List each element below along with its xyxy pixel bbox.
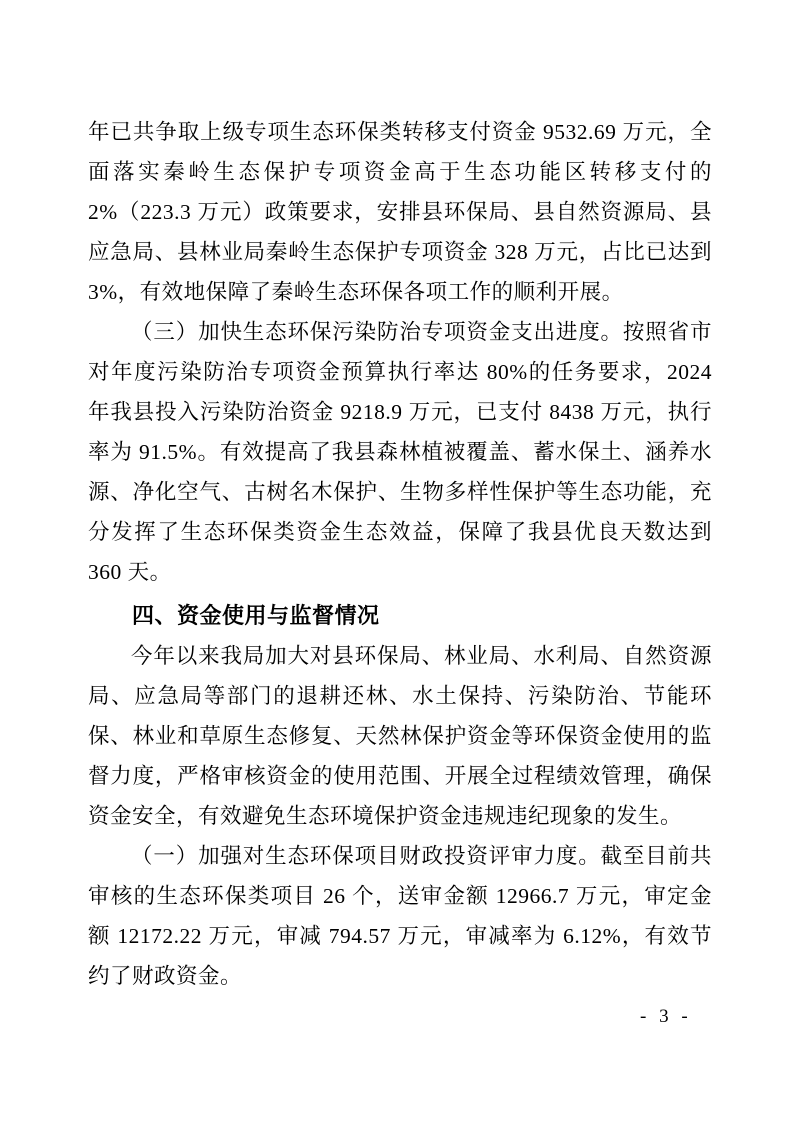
paragraph-item-one: （一）加强对生态环保项目财政投资评审力度。截至目前共审核的生态环保类项目 26 个，送审金额 12966.7 万元，审定金额 12172.22 万元，审减 794.57 万元，审减率为 6.12%，有效节约了财政资金。: [88, 844, 712, 988]
page-number: - 3 -: [640, 1006, 692, 1027]
paragraph-continuation: 年已共争取上级专项生态环保类转移支付资金 9532.69 万元，全面落实秦岭生态保护专项资金高于生态功能区转移支付的 2%（223.3 万元）政策要求，安排县环保局、县自然资源局、县应急局、县林业局秦岭生态保护专项资金 328 万元，占比已达到 3%，有效地保障了秦岭生态环保各项工作的顺利开展。: [88, 120, 712, 304]
paragraph-supervision: 今年以来我局加大对县环保局、林业局、水利局、自然资源局、应急局等部门的退耕还林、水土保持、污染防治、节能环保、林业和草原生态修复、天然林保护资金等环保资金使用的监督力度，严格审核资金的使用范围、开展全过程绩效管理，确保资金安全，有效避免生态环境保护资金违规违纪现象的发生。: [88, 644, 712, 828]
section-heading-four: 四、资金使用与监督情况: [132, 603, 380, 628]
paragraph-item-three: （三）加快生态环保污染防治专项资金支出进度。按照省市对年度污染防治专项资金预算执行率达 80%的任务要求，2024 年我县投入污染防治资金 9218.9 万元，已支付 8438 万元，执行率为 91.5%。有效提高了我县森林植被覆盖、蓄水保土、涵养水源、净化空气、古树名木保护、生物多样性保护等生态功能，充分发挥了生态环保类资金生态效益，保障了我县优良天数达到 360 天。: [88, 320, 712, 584]
document-body: [88, 112, 712, 996]
